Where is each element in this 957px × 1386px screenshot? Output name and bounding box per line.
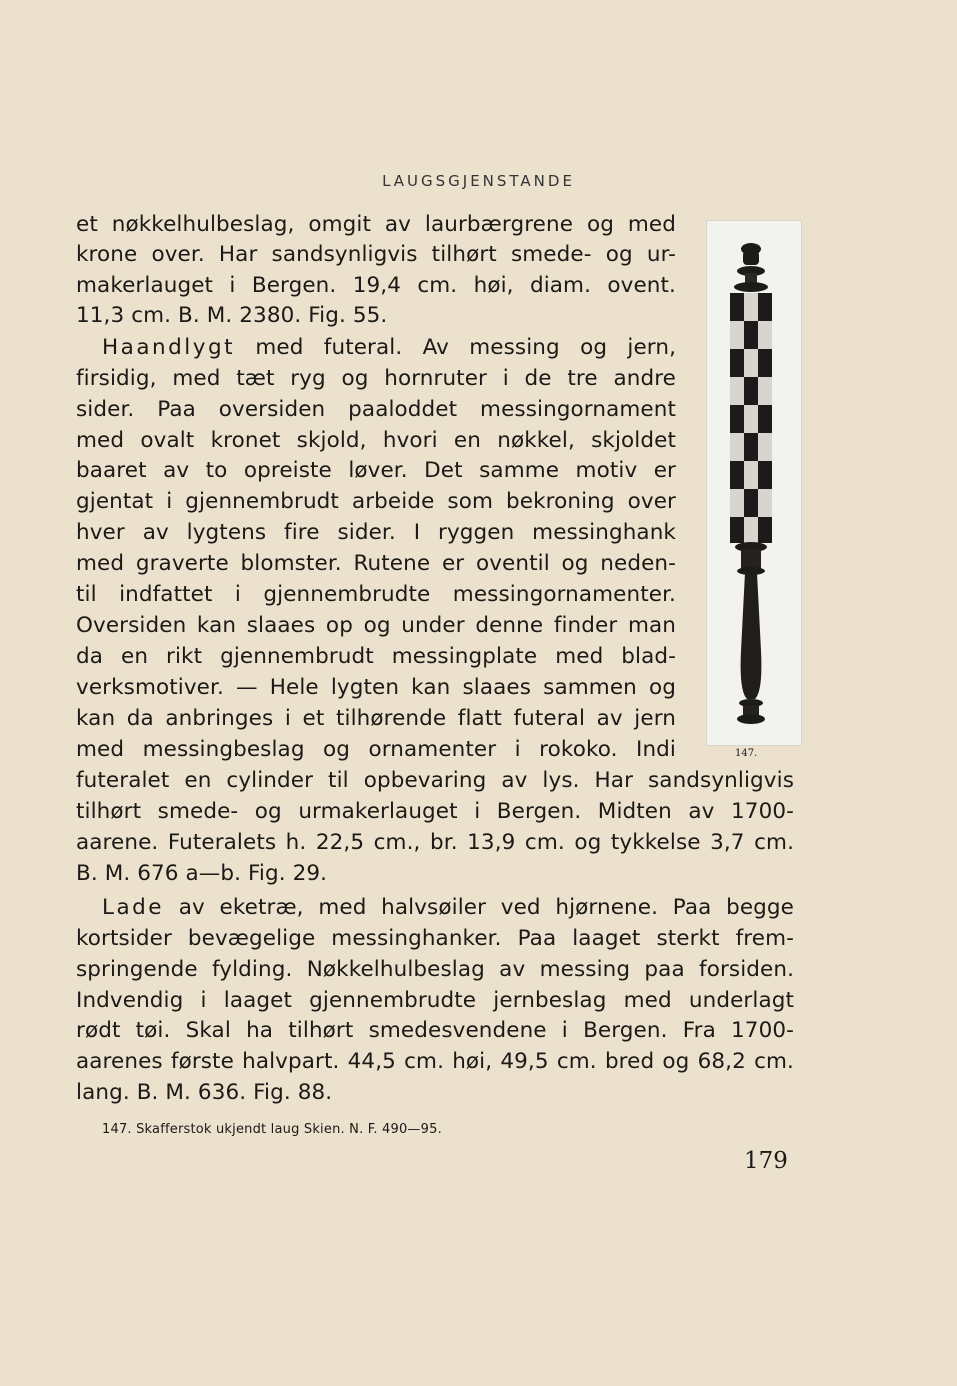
text-line: aarenes første halvpart. 44,5 cm. høi, 49,5 cm. bred og 68,2 cm. — [76, 1049, 794, 1074]
text-line: springende fylding. Nøkkelhulbeslag av messing paa forsiden. — [76, 957, 794, 982]
page-number: 179 — [744, 1148, 788, 1174]
text-fragment: med futeral. Av messing og jern, — [235, 335, 676, 360]
entry-title-haandlygt: Haandlygt — [102, 335, 236, 360]
text-line: futeralet en cylinder til opbevaring av lys. Har sandsynligvis — [76, 768, 794, 793]
text-line: rødt tøi. Skal ha tilhørt smedesvendene i Bergen. Fra 1700- — [76, 1018, 794, 1043]
text-line: tilhørt smede- og urmakerlauget i Bergen. Midten av 1700- — [76, 799, 794, 824]
text-line: sider. Paa oversiden paaloddet messingornament — [76, 397, 676, 422]
text-line: Indvendig i laaget gjennembrudte jernbeslag med underlagt — [76, 988, 794, 1013]
text-line: hver av lygtens fire sider. I ryggen messinghank — [76, 520, 676, 545]
text-line: krone over. Har sandsynligvis tilhørt smede- og ur- — [76, 242, 676, 267]
text-line: gjentat i gjennembrudt arbeide som bekroning over — [76, 489, 676, 514]
text-line: med messingbeslag og ornamenter i rokoko. Indi — [76, 737, 676, 762]
text-line: kortsider bevægelige messinghanker. Paa laaget sterkt frem- — [76, 926, 794, 951]
text-line: baaret av to opreiste løver. Det samme motiv er — [76, 458, 676, 483]
footnote: 147. Skafferstok ukjendt laug Skien. N. F. 490—95. — [102, 1122, 442, 1137]
text-line: 11,3 cm. B. M. 2380. Fig. 55. — [76, 303, 388, 328]
text-line: kan da anbringes i et tilhørende flatt futeral av jern — [76, 706, 676, 731]
text-line: et nøkkelhulbeslag, omgit av laurbærgrene og med — [76, 212, 676, 237]
figure-147-staff-photo — [706, 220, 802, 746]
text-line — [76, 364, 676, 394]
text-line: med ovalt kronet skjold, hvori en nøkkel, skjoldet — [76, 428, 676, 453]
text-line: makerlauget i Bergen. 19,4 cm. høi, diam. ovent. — [76, 273, 676, 298]
running-head: LAUGSGJENSTANDE — [382, 172, 575, 190]
staff-illustration — [707, 221, 801, 745]
text-fragment: av eketræ, med halvsøiler ved hjørnene. Paa begge — [178, 895, 794, 920]
entry-heading-line — [76, 333, 676, 363]
text-line: lang. B. M. 636. Fig. 88. — [76, 1080, 333, 1105]
text-fragment: med tæt ryg og hornruter i de tre andre — [172, 366, 677, 391]
text-line: aarene. Futeralets h. 22,5 cm., br. 13,9 cm. og tykkelse 3,7 cm. — [76, 830, 794, 855]
text-line: til indfattet i gjennembrudte messingornamenter. — [76, 582, 676, 607]
text-line: B. M. 676 a—b. Fig. 29. — [76, 861, 328, 886]
text-line: med graverte blomster. Rutene er oventil og neden- — [76, 551, 676, 576]
figure-caption: 147. — [735, 748, 758, 759]
text-fragment: firsidig, — [76, 366, 157, 391]
text-line: Oversiden kan slaaes op og under denne finder man — [76, 613, 676, 638]
text-line: da en rikt gjennembrudt messingplate med blad- — [76, 644, 676, 669]
entry-title-lade: Lade — [102, 895, 165, 920]
entry-heading-line — [76, 893, 794, 923]
text-line: verksmotiver. — Hele lygten kan slaaes sammen og — [76, 675, 676, 700]
